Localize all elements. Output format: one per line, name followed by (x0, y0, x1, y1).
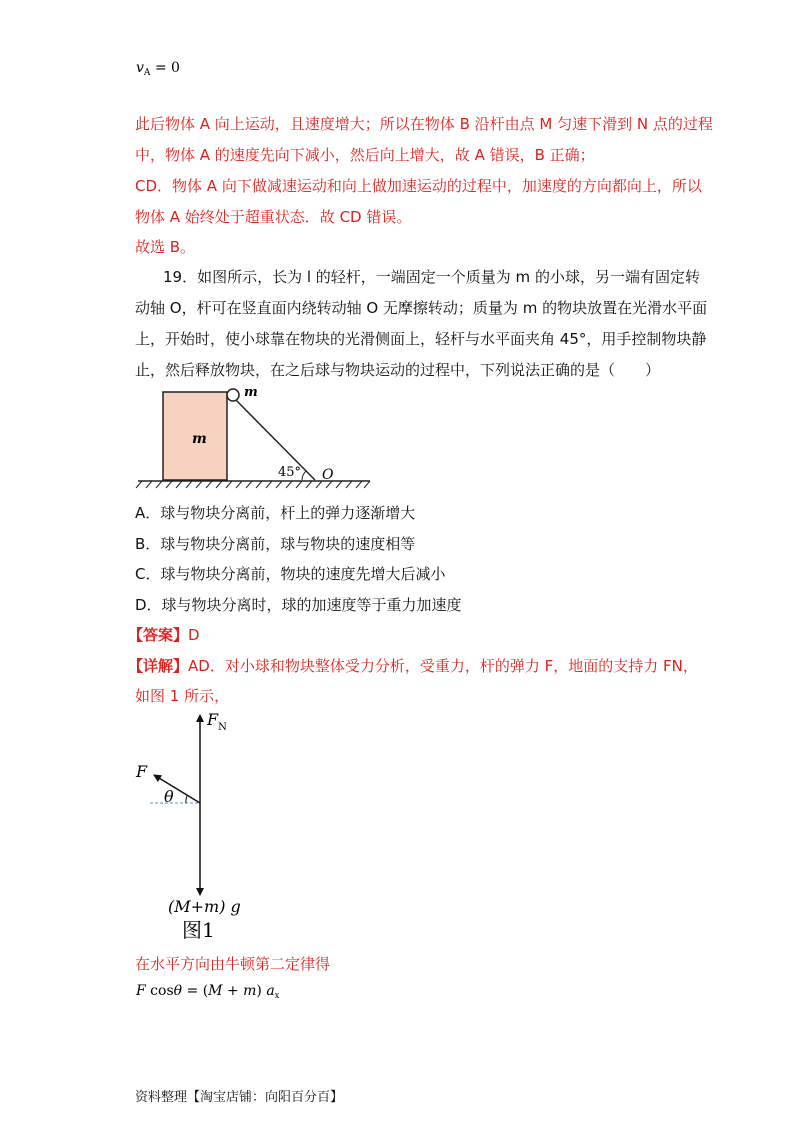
question-line-4: 止，然后释放物块，在之后球与物块运动的过程中，下列说法正确的是（ ） (135, 361, 661, 379)
question-line-3: 上，开始时，使小球靠在物块的光滑侧面上，轻杆与水平面夹角 45°，用手控制物块静 (135, 330, 707, 348)
rod-force-arrow (154, 775, 200, 803)
analysis-line-5: 故选 B。 (135, 238, 196, 256)
option-b: B．球与物块分离前，球与物块的速度相等 (135, 535, 416, 553)
analysis-line-4: 物体 A 始终处于超重状态．故 CD 错误。 (135, 208, 412, 226)
pivot-label: O (322, 467, 334, 483)
analysis-line-3: CD．物体 A 向下做减速运动和向上做加速运动的过程中，加速度的方向都向上，所以 (135, 177, 702, 195)
question-line-1: 19．如图所示，长为 l 的轻杆，一端固定一个质量为 m 的小球，另一端有固定转 (163, 268, 700, 286)
option-c: C．球与物块分离前，物块的速度先增大后减小 (135, 565, 446, 583)
ground-hatch (136, 481, 370, 488)
option-a: A．球与物块分离前，杆上的弹力逐渐增大 (135, 504, 416, 522)
newton-equation: F cosθ = (M + m) $a_x$ (136, 983, 280, 1000)
detail-text-1: AD．对小球和物块整体受力分析，受重力，杆的弹力 F，地面的支持力 FN， (188, 657, 698, 675)
analysis-line-1: 此后物体 A 向上运动，且速度增大；所以在物体 B 沿杆由点 M 匀速下滑到 N 点的过程 (135, 115, 713, 133)
detail-bracket: 【详解】 (128, 657, 189, 675)
option-d: D．球与物块分离时，球的加速度等于重力加速度 (135, 596, 462, 614)
ball-label: m (244, 385, 258, 400)
force-diagram (130, 705, 270, 945)
ball (227, 389, 239, 401)
analysis-line-2: 中，物体 A 的速度先向下减小，然后向上增大，故 A 错误，B 正确； (135, 146, 595, 164)
block-label: m (192, 431, 207, 447)
rod-force-label: F (136, 762, 148, 781)
answer-value: D (188, 626, 200, 644)
answer-line (128, 625, 200, 645)
detail-line-1 (128, 656, 698, 676)
rod (232, 396, 315, 480)
normal-force-label: $F_N$ (207, 710, 227, 733)
figure-caption: 图1 (182, 918, 215, 942)
question-line-2: 动轴 O，杆可在竖直面内绕转动轴 O 无摩擦转动；质量为 m 的物块放置在光滑水平面 (135, 299, 708, 317)
gravity-label: (M+m) g (168, 897, 241, 916)
theta-arc (186, 796, 187, 803)
theta-label: θ (164, 787, 174, 806)
block-rod-figure (130, 380, 380, 492)
footer-text: 资料整理【淘宝店铺：向阳百分百】 (135, 1090, 344, 1105)
newton-text: 在水平方向由牛顿第二定律得 (135, 955, 331, 973)
formula-va: $v_A = 0$ (136, 60, 180, 78)
answer-bracket: 【答案】 (128, 626, 189, 644)
detail-line-2: 如图 1 所示， (135, 687, 230, 705)
angle-arc (302, 471, 306, 480)
angle-label: 45° (278, 465, 302, 480)
